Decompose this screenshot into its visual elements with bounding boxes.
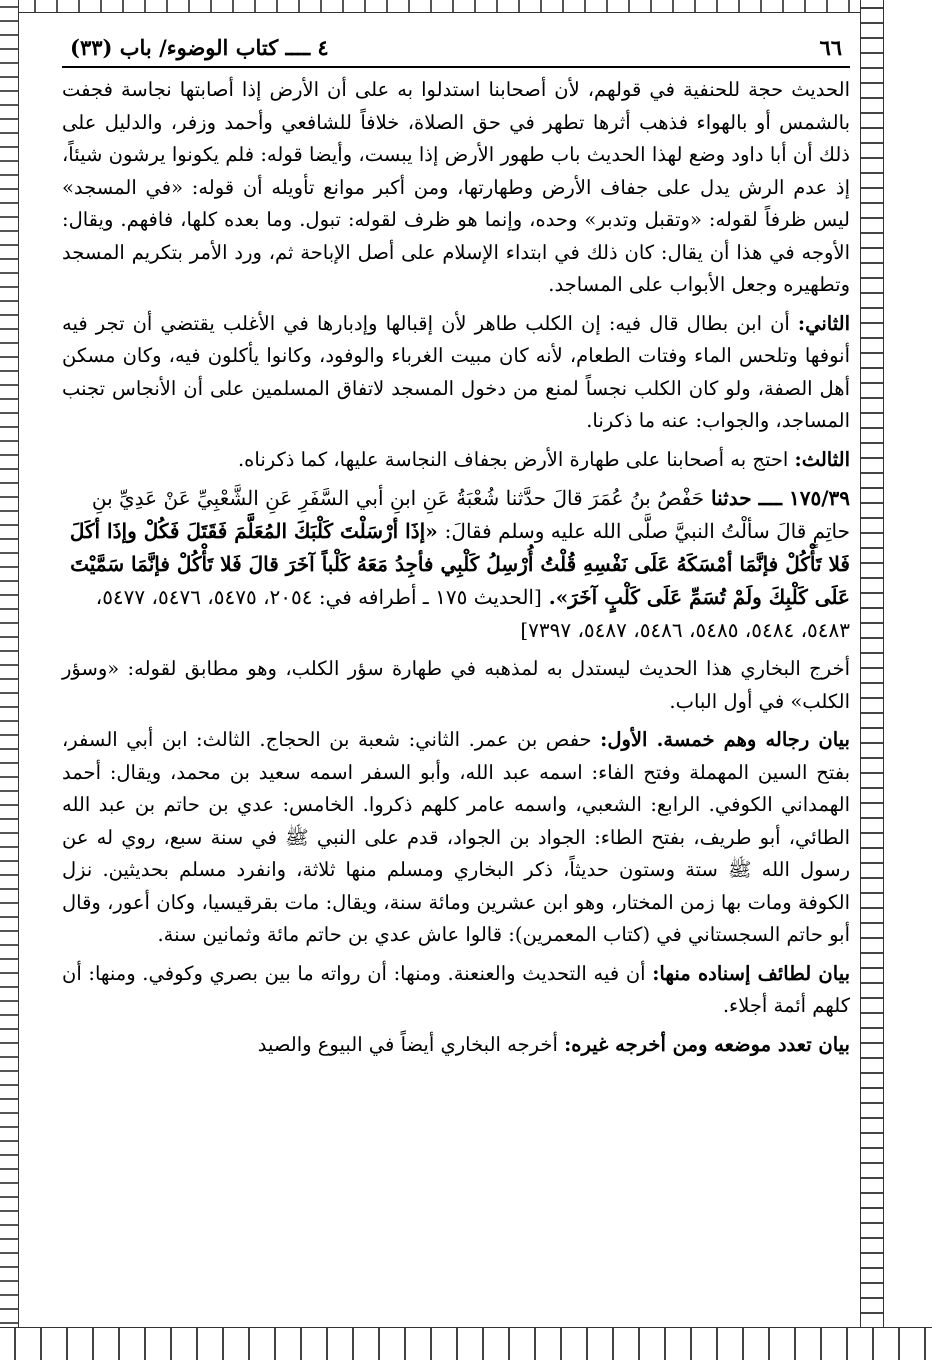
paragraph-second	[62, 308, 850, 438]
paragraph-isnad	[62, 958, 850, 1023]
page-number: ٦٦	[819, 35, 842, 60]
paragraph-label: بيان تعدد موضعه ومن أخرجه غيره:	[564, 1032, 850, 1056]
paragraph-label: بيان لطائف إسناده منها:	[652, 961, 850, 985]
paragraph-text: حفص بن عمر. الثاني: شعبة بن الحجاج. الثالث: ابن أبي السفر، بفتح السين المهملة وفتح الفاء: اسمه عبد الله، وأبو السفر اسمه سعيد بن محمد، ويقال: أحمد الهمداني الكوفي. الرابع: الشعبي، واسمه عامر كلهم ذكروا. الخامس: عدي بن حاتم بن عبد الله الطائي، أبو طريف، بفتح الطاء: الجواد بن الجواد، قدم على النبي ﷺ في سنة سبع، روي له عن رسول الله ﷺ ستة وستون حديثاً، ذكر البخاري ومسلم منها ثلاثة، وانفرد مسلم بحديثين. نزل الكوفة ومات بها زمن المختار، وهو ابن عشرين ومائة سنة، ويقال: مات بقرقيسيا، وكان أعور، وقال أبو حاتم السجستاني في (كتاب المعمرين): قالوا عاش عدي بن حاتم مائة وثمانين سنة.	[62, 728, 850, 946]
paragraph-text: الحديث حجة للحنفية في قولهم، لأن أصحابنا استدلوا به على أن الأرض إذا أصابتها نجاسة فجفت بالشمس أو بالهواء فذهب أثرها تطهر في حق الصلاة، خلافاً للشافعي وأحمد وزفر، والدليل على ذلك أن أبا داود وضع لهذا الحديث باب طهور الأرض إذا يبست، وأيضا قوله: فلم يكونوا يرشون شيئاً، إذ عدم الرش يدل على جفاف الأرض وطهارتها، ومن أكبر موانع تأويله أن قوله: «في المسجد» ليس ظرفاً لقوله: «وتقبل وتدبر» وحده، وإنما هو ظرف لقوله: تبول. وما بعده كلها، فافهم. ويقال: الأوجه في هذا أن يقال: كان ذلك في ابتداء الإسلام على أصل الإباحة ثم، ورد الأمر بتكريم المسجد وتطهيره وجعل الأبواب على المساجد.	[62, 78, 850, 296]
paragraph-label: الثاني:	[797, 311, 850, 335]
hadith-block	[62, 482, 850, 647]
paragraph-third	[62, 444, 850, 477]
running-header	[62, 30, 850, 68]
hadith-reference: [الحديث ١٧٥ ـ أطرافه في: ٢٠٥٤، ٥٤٧٥، ٥٤٧٦، ٥٤٧٧، ٥٤٨٣، ٥٤٨٤، ٥٤٨٥، ٥٤٨٦، ٥٤٨٧، ٧٣٩٧]	[95, 585, 850, 642]
hadith-number: ١٧٥/٣٩ ــــ	[758, 486, 850, 510]
left-decorative-border	[0, 0, 19, 1359]
hadith-chain: حَفْصُ بنُ عُمَرَ قالَ حدَّثنا شُعْبَةُ عَنِ ابنِ أبي السَّفَرِ عَنِ الشَّعْبِيِّ عَنْ عَدِيِّ بنِ حاتِمٍ قالَ سألْتُ النبيَّ صلَّى الله عليه وسلم فقالَ:	[91, 486, 850, 543]
paragraph-text: أن فيه التحديث والعنعنة. ومنها: أن رواته ما بين بصري وكوفي. ومنها: أن كلهم أئمة أجلاء.	[62, 961, 850, 1017]
page-margin	[884, 0, 932, 1359]
paragraph-label: الثالث:	[794, 447, 850, 471]
hadith-lead: حدثنا	[711, 486, 752, 510]
paragraph-narrators	[62, 724, 850, 952]
paragraph-intro	[62, 74, 850, 302]
book-page	[62, 30, 850, 1320]
top-decorative-border	[0, 0, 932, 13]
paragraph-text: أخرجه البخاري أيضاً في البيوع والصيد	[257, 1032, 558, 1056]
paragraph-text: احتج به أصحابنا على طهارة الأرض بجفاف النجاسة عليها، كما ذكرناه.	[237, 447, 789, 471]
hadith-text: «إذَا أرْسَلْتَ كَلْبَكَ المُعَلَّمَ فَقَتَلَ فَكُلْ وإذَا أكَلَ فَلا تَأْكُلْ فإنَّمَا أمْسَكَهُ عَلَى نَفْسِهِ قُلْتُ أُرْسِلُ كَلْبِي فأجِدُ مَعَهُ كَلْباً آخَرَ قالَ فَلا تَأْكُلْ فإنَّمَا سَمَّيْتَ عَلَى كَلْبِكَ ولَمْ تُسَمِّ عَلَى كَلْبٍ آخَرَ».	[69, 519, 850, 609]
bottom-decorative-border	[0, 1327, 932, 1360]
paragraph-sources	[62, 1029, 850, 1062]
chapter-title: ٤ ــــ كتاب الوضوء/ باب (٣٣)	[70, 35, 329, 60]
paragraph-text: أخرج البخاري هذا الحديث ليستدل به لمذهبه في طهارة سؤر الكلب، وهو مطابق لقوله: «وسؤر الكلب» في أول الباب.	[62, 657, 850, 713]
paragraph-commentary	[62, 653, 850, 718]
page-body	[62, 68, 850, 1061]
paragraph-text: أن ابن بطال قال فيه: إن الكلب طاهر لأن إقبالها وإدبارها في الأغلب يقتضي أن تجر فيه أنوفها وتلحس الماء وفتات الطعام، لأنه كان مبيت الغرباء والوفود، وكانوا يأكلون فيه، وكان مسكن أهل الصفة، ولو كان الكلب نجساً لمنع من دخول المسجد لاتفاق المسلمين على أن الأنجاس تجنب المساجد، والجواب: عنه ما ذكرنا.	[62, 311, 850, 432]
paragraph-label: بيان رجاله وهم خمسة. الأول:	[600, 728, 850, 751]
right-decorative-border	[860, 0, 884, 1359]
